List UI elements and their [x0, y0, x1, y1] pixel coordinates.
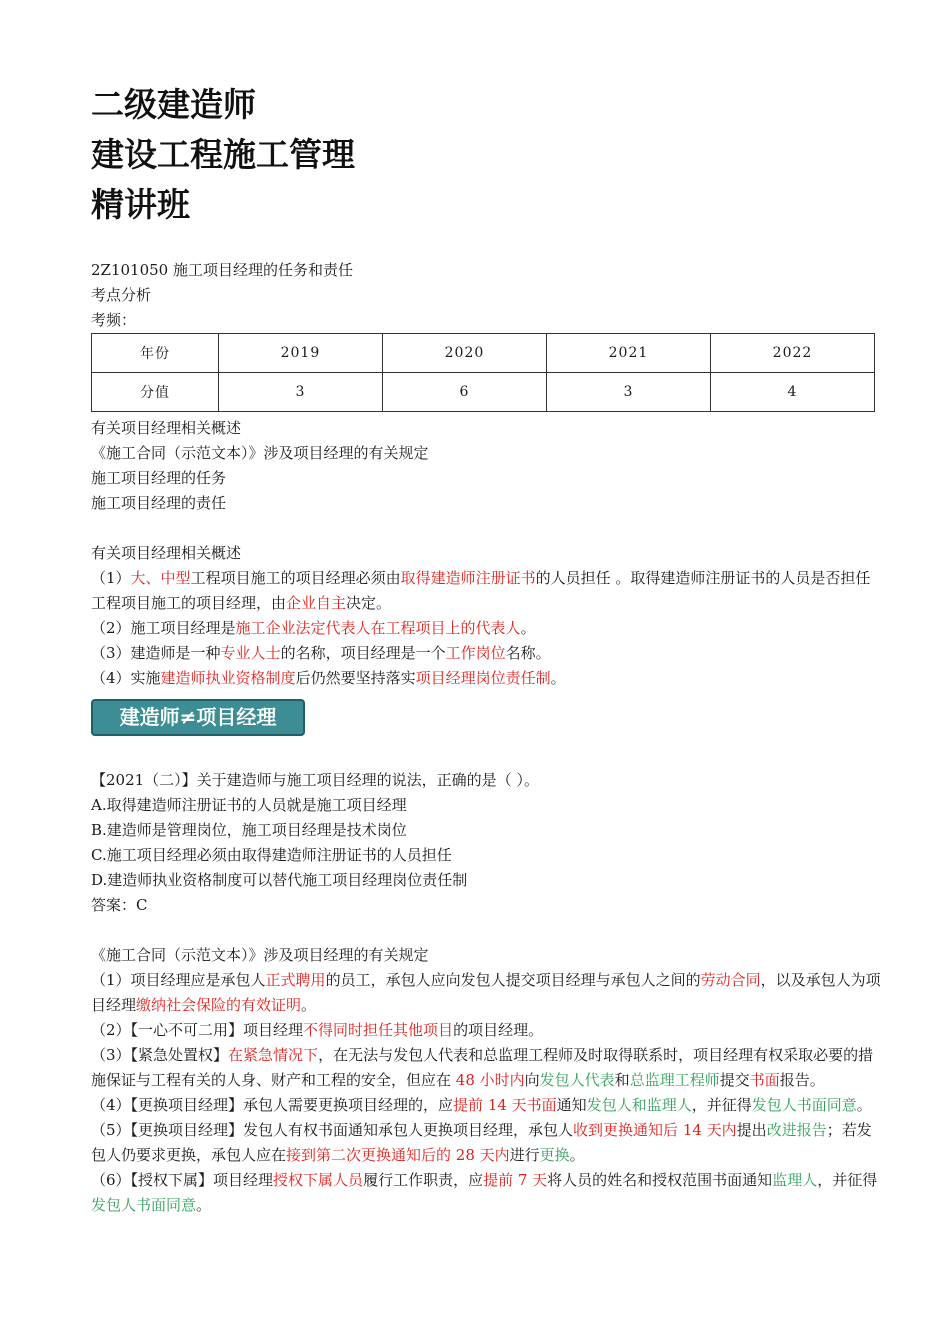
key-point-banner: 建造师≠项目经理	[91, 699, 305, 736]
highlight-run: 发包人代表	[539, 1071, 615, 1089]
text-run: 。	[301, 996, 317, 1014]
text-run: （1）项目经理应是承包人	[91, 971, 266, 989]
text-run: （4）【更换项目经理】承包人需要更换项目经理的，应	[91, 1096, 454, 1114]
contract-paragraph-4	[91, 1093, 883, 1118]
text-run: 。	[569, 1146, 585, 1164]
overview-paragraph-1	[91, 566, 883, 616]
table-cell: 2019	[218, 334, 382, 373]
table-cell: 2022	[710, 334, 874, 373]
text-run: （6）【授权下属】项目经理	[91, 1171, 274, 1189]
doc-title-3: 精讲班	[91, 185, 190, 224]
highlight-run: 授权下属人员	[273, 1171, 364, 1189]
text-run: 的员工，承包人应向发包人提交项目经理与承包人之间的	[325, 971, 701, 989]
text-run: （2）施工项目经理是	[91, 619, 236, 637]
contract-paragraph-2	[91, 1018, 883, 1043]
text-run: （3）【紧急处置权】	[91, 1046, 229, 1064]
contract-paragraph-1	[91, 968, 883, 1018]
highlight-run: 收到更换通知后 14 天内	[573, 1121, 737, 1139]
table-cell: 分值	[92, 373, 219, 412]
question-answer: 答案：C	[91, 896, 148, 914]
text-run: 。	[196, 1196, 212, 1214]
table-cell: 2020	[382, 334, 546, 373]
text-run: （2）【一心不可二用】项目经理	[91, 1021, 304, 1039]
text-run: （5）【更换项目经理】发包人有权书面通知承包人更换项目经理，承包人	[91, 1121, 574, 1139]
highlight-run: 取得建造师注册证书	[400, 569, 536, 587]
overview-heading: 有关项目经理相关概述	[91, 544, 242, 562]
highlight-run: 提前 14 天书面	[453, 1096, 557, 1114]
highlight-run: 发包人书面同意	[91, 1196, 197, 1214]
highlight-run: 正式聘用	[265, 971, 326, 989]
outline-item: 施工项目经理的责任	[91, 494, 227, 512]
text-run: 的人员担任 。取得建造师注册证书的人员是否担任工程项目施工的项目经理，由	[91, 569, 871, 612]
table-header-row	[92, 334, 875, 373]
outline-item: 施工项目经理的任务	[91, 469, 227, 487]
text-run: 名称。	[505, 644, 551, 662]
outline-item: 《施工合同（示范文本）》涉及项目经理的有关规定	[91, 444, 429, 462]
question-option: B.建造师是管理岗位，施工项目经理是技术岗位	[91, 821, 407, 839]
highlight-run: 工作岗位	[445, 644, 506, 662]
text-run: 的项目经理。	[453, 1021, 544, 1039]
contract-paragraph-5	[91, 1118, 883, 1168]
highlight-run: 不得同时担任其他项目	[303, 1021, 454, 1039]
question-option: A.取得建造师注册证书的人员就是施工项目经理	[91, 796, 407, 814]
question-option: D.建造师执业资格制度可以替代施工项目经理岗位责任制	[91, 871, 468, 889]
table-cell: 3	[218, 373, 382, 412]
highlight-run: 提前 7 天	[483, 1171, 548, 1189]
highlight-run: 劳动合同	[700, 971, 761, 989]
table-cell: 3	[546, 373, 710, 412]
text-run: 。	[550, 669, 566, 687]
text-run: （4）实施	[91, 669, 161, 687]
highlight-run: 书面	[749, 1071, 780, 1089]
highlight-run: 缴纳社会保险的有效证明	[136, 996, 302, 1014]
text-run: （1）	[91, 569, 131, 587]
table-cell: 年份	[92, 334, 219, 373]
text-run: 工程项目施工的项目经理必须由	[190, 569, 401, 587]
text-run: 报告。	[779, 1071, 825, 1089]
text-run: ；若发包人仍要求更换，承包人应在	[91, 1121, 872, 1164]
text-run: 将人员的姓名和授权范围书面通知	[547, 1171, 773, 1189]
frequency-table	[91, 333, 875, 412]
text-run: ，以及承包人为项目经理	[91, 971, 881, 1014]
kaodian-label: 考点分析	[91, 286, 152, 304]
overview-paragraph-3	[91, 641, 883, 666]
text-run: （3）建造师是一种	[91, 644, 221, 662]
text-run: 履行工作职责，应	[363, 1171, 484, 1189]
text-run: ，并征得	[817, 1171, 878, 1189]
highlight-run: 发包人书面同意	[751, 1096, 857, 1114]
highlight-run: 发包人和监理人	[586, 1096, 692, 1114]
text-run: 。	[520, 619, 536, 637]
table-cell: 2021	[546, 334, 710, 373]
highlight-run: 大、中型	[130, 569, 191, 587]
kaopin-label: 考频：	[91, 311, 137, 329]
highlight-run: 在紧急情况下	[228, 1046, 319, 1064]
highlight-run: 专业人士	[220, 644, 281, 662]
table-cell: 4	[710, 373, 874, 412]
text-run: 。	[856, 1096, 872, 1114]
doc-title-2: 建设工程施工管理	[91, 135, 355, 174]
contract-paragraph-3	[91, 1043, 883, 1093]
text-run: 后仍然要坚持落实	[295, 669, 416, 687]
highlight-run: 48 小时内	[455, 1071, 525, 1089]
outline-item: 有关项目经理相关概述	[91, 419, 242, 437]
question-option: C.施工项目经理必须由取得建造师注册证书的人员担任	[91, 846, 452, 864]
text-run: ，并征得	[691, 1096, 752, 1114]
doc-title-1: 二级建造师	[91, 85, 256, 124]
highlight-run: 接到第二次更换通知后的 28 天内	[286, 1146, 510, 1164]
highlight-run: 改进报告	[766, 1121, 827, 1139]
highlight-run: 项目经理岗位责任制	[415, 669, 551, 687]
text-run: 和	[614, 1071, 630, 1089]
text-run: 的名称，项目经理是一个	[280, 644, 446, 662]
contract-heading: 《施工合同（示范文本）》涉及项目经理的有关规定	[91, 946, 429, 964]
text-run: 向	[524, 1071, 540, 1089]
highlight-run: 施工企业法定代表人在工程项目上的代表人	[235, 619, 521, 637]
document-page	[91, 80, 883, 1218]
overview-paragraph-4	[91, 666, 883, 691]
text-run: 提出	[736, 1121, 767, 1139]
text-run: 提交	[719, 1071, 750, 1089]
section-code: 2Z101050 施工项目经理的任务和责任	[91, 261, 353, 279]
table-row	[92, 373, 875, 412]
highlight-run: 更换	[539, 1146, 570, 1164]
text-run: 进行	[509, 1146, 540, 1164]
table-cell: 6	[382, 373, 546, 412]
question-stem: 【2021（二）】关于建造师与施工项目经理的说法，正确的是（ ）。	[91, 771, 539, 789]
highlight-run: 监理人	[772, 1171, 818, 1189]
highlight-run: 建造师执业资格制度	[160, 669, 296, 687]
highlight-run: 总监理工程师	[629, 1071, 720, 1089]
contract-paragraph-6	[91, 1168, 883, 1218]
text-run: 决定。	[346, 594, 392, 612]
text-run: 通知	[556, 1096, 587, 1114]
highlight-run: 企业自主	[286, 594, 347, 612]
text-run: ，在无法与发包人代表和总监理工程师及时取得联系时，项目经理有权采取必要的措施保证与工程有关的人身、财产和工程的安全，但应在	[91, 1046, 874, 1089]
overview-paragraph-2	[91, 616, 883, 641]
